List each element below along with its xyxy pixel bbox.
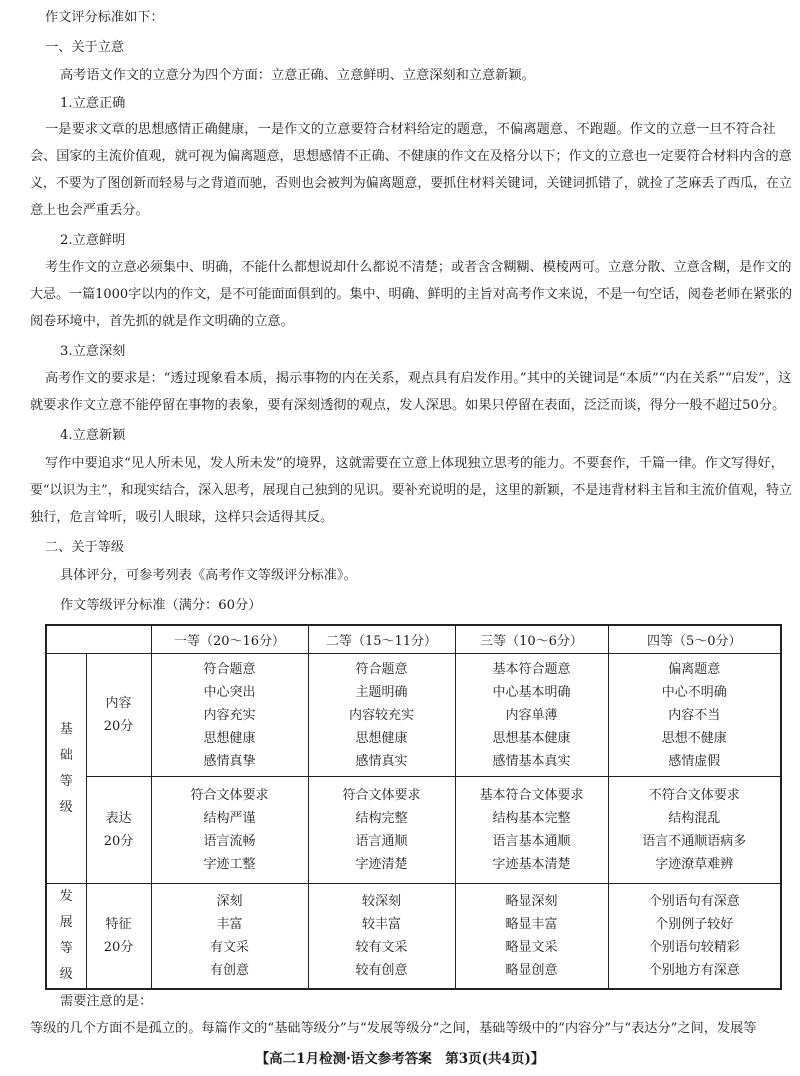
sub-label-cell bbox=[86, 654, 151, 777]
sub-name: 表达 bbox=[105, 811, 132, 826]
criterion: 较丰富 bbox=[361, 917, 401, 932]
criterion: 内容较充实 bbox=[348, 707, 414, 723]
criteria-cell bbox=[308, 654, 455, 777]
group-label-text: 发展等级 bbox=[59, 889, 73, 982]
criterion: 结构基本完整 bbox=[492, 811, 571, 826]
criterion: 有文采 bbox=[209, 940, 249, 955]
criteria-cell bbox=[151, 654, 308, 777]
paragraph-line: 要“以识为主”，和现实结合，深入思考，展现自己独到的见识。要补充说明的是，这里的新颖，不是违背材料主旨和主流价值观，特立 bbox=[30, 483, 793, 498]
criterion: 感情真挚 bbox=[203, 753, 256, 769]
criterion: 内容单薄 bbox=[505, 707, 558, 723]
sub-points: 20分 bbox=[103, 719, 134, 734]
criterion: 中心基本明确 bbox=[492, 684, 571, 700]
criterion: 略显创意 bbox=[505, 963, 558, 978]
criteria-cell bbox=[608, 777, 781, 884]
group-label-text: 基础等级 bbox=[59, 721, 73, 815]
grade-header: 四等（5～0分） bbox=[608, 625, 781, 654]
table-row bbox=[46, 777, 781, 884]
criterion: 深刻 bbox=[216, 894, 243, 909]
criterion: 基本符合题意 bbox=[492, 661, 571, 677]
criteria-cell bbox=[308, 884, 455, 990]
paragraph-line: 考生作文的立意必须集中、明确，不能什么都想说却什么都说不清楚；或者含含糊糊、模棱两可。立意分散、立意含糊，是作文的 bbox=[45, 260, 792, 275]
item4-title: 4.立意新颖 bbox=[60, 428, 126, 443]
criterion: 字迹清楚 bbox=[355, 857, 408, 872]
paragraph-line: 就要求作文立意不能停留在事物的表象，要有深刻透彻的观点，发人深思。如果只停留在表面，泛泛而谈，得分一般不超过50分。 bbox=[30, 398, 786, 413]
paragraph-line: 独行，危言耸听，吸引人眼球，这样只会适得其反。 bbox=[30, 510, 334, 525]
criterion: 思想基本健康 bbox=[492, 730, 571, 746]
sub-points: 20分 bbox=[103, 834, 134, 849]
table-row bbox=[46, 884, 781, 990]
criterion: 略显文采 bbox=[505, 940, 558, 955]
header-corner-cell bbox=[46, 625, 151, 654]
sub-name: 内容 bbox=[105, 696, 132, 711]
criterion: 偏离题意 bbox=[668, 661, 721, 677]
criterion: 内容充实 bbox=[203, 707, 256, 723]
criterion: 略显深刻 bbox=[505, 894, 558, 909]
criterion: 语言通顺 bbox=[355, 834, 408, 849]
criterion: 符合题意 bbox=[203, 661, 256, 677]
group-label-development bbox=[46, 884, 86, 990]
paragraph-line: 高考作文的要求是：“透过现象看本质，揭示事物的内在关系，观点具有启发作用。”其中的关键词是“本质”“内在关系”“启发”，这 bbox=[45, 371, 792, 386]
criterion: 思想健康 bbox=[355, 730, 408, 746]
grade-header: 一等（20～16分） bbox=[151, 625, 308, 654]
notes-line: 等级的几个方面不是孤立的。每篇作文的“基础等级分”与“发展等级分”之间，基础等级中的“内容分”与“表达分”之间，发展等 bbox=[30, 1021, 757, 1036]
sub-name: 特征 bbox=[105, 917, 132, 932]
paragraph-line: 大忌。一篇1000字以内的作文，是不可能面面俱到的。集中、明确、鲜明的主旨对高考作文来说，不是一句空话，阅卷老师在紧张的 bbox=[30, 287, 793, 302]
criterion: 符合题意 bbox=[355, 661, 408, 677]
table-row bbox=[46, 654, 781, 777]
paragraph-line: 会、国家的主流价值观，就可视为偏离题意，思想感情不正确、不健康的作文在及格分以下；作文的立意也一定要符合材料内含的意 bbox=[30, 149, 792, 164]
group-label-basic bbox=[46, 654, 86, 884]
criterion: 语言不通顺语病多 bbox=[642, 834, 747, 849]
criterion: 符合文体要求 bbox=[342, 788, 421, 803]
criterion: 语言基本通顺 bbox=[492, 834, 571, 849]
criterion: 丰富 bbox=[216, 917, 243, 932]
grading-table bbox=[45, 624, 782, 990]
criterion: 思想不健康 bbox=[661, 730, 727, 746]
criterion: 略显丰富 bbox=[505, 917, 558, 932]
paragraph-line: 阅卷环境中，首先抓的就是作文明确的立意。 bbox=[30, 314, 294, 329]
criterion: 字迹基本清楚 bbox=[492, 857, 571, 872]
paragraph-line: 意上也会严重丢分。 bbox=[30, 203, 149, 218]
item1-title: 1.立意正确 bbox=[60, 96, 126, 111]
criteria-cell bbox=[455, 654, 608, 777]
criterion: 思想健康 bbox=[203, 730, 256, 746]
criterion: 语言流畅 bbox=[203, 834, 256, 849]
sub-points: 20分 bbox=[103, 940, 134, 955]
criterion: 感情虚假 bbox=[668, 753, 721, 769]
sub-label-cell bbox=[86, 884, 151, 990]
criteria-cell bbox=[308, 777, 455, 884]
criterion: 较深刻 bbox=[361, 894, 401, 909]
page-footer: 【高二1月检测·语文参考答案 第3页(共4页)】 bbox=[255, 1051, 545, 1067]
criterion: 中心突出 bbox=[203, 684, 256, 700]
criterion: 感情基本真实 bbox=[492, 753, 571, 769]
notes-heading: 需要注意的是： bbox=[60, 994, 153, 1009]
criteria-cell bbox=[608, 884, 781, 990]
item2-title: 2.立意鲜明 bbox=[60, 233, 126, 248]
criteria-cell bbox=[151, 884, 308, 990]
criterion: 结构混乱 bbox=[668, 811, 721, 826]
item3-title: 3.立意深刻 bbox=[60, 344, 126, 359]
grade-header: 二等（15～11分） bbox=[308, 625, 455, 654]
criterion: 较有文采 bbox=[355, 940, 408, 955]
section2-summary: 具体评分，可参考列表《高考作文等级评分标准》。 bbox=[60, 568, 357, 583]
criterion: 较有创意 bbox=[355, 963, 408, 978]
criteria-cell bbox=[455, 884, 608, 990]
criteria-cell bbox=[151, 777, 308, 884]
sub-label-cell bbox=[86, 777, 151, 884]
criterion: 字迹潦草难辨 bbox=[655, 857, 734, 872]
paragraph-line: 义，不要为了图创新而轻易与之背道而驰，否则也会被判为偏离题意，要抓住材料关键词，关键词抓错了，就捡了芝麻丢了西瓜，在立 bbox=[30, 176, 792, 191]
criterion: 中心不明确 bbox=[661, 684, 727, 700]
section1-summary: 高考语文作文的立意分为四个方面：立意正确、立意鲜明、立意深刻和立意新颖。 bbox=[60, 68, 535, 83]
criterion: 结构完整 bbox=[355, 811, 408, 826]
section2-heading: 二、关于等级 bbox=[45, 540, 125, 555]
criterion: 个别地方有深意 bbox=[648, 963, 740, 978]
criterion: 符合文体要求 bbox=[190, 788, 269, 803]
paragraph-line: 一是要求文章的思想感情正确健康，一是作文的立意要符合材料给定的题意，不偏离题意、不跑题。作文的立意一旦不符合社 bbox=[45, 122, 776, 137]
criterion: 个别语句有深意 bbox=[648, 894, 740, 909]
criterion: 个别语句较精彩 bbox=[648, 940, 740, 955]
criterion: 不符合文体要求 bbox=[648, 788, 740, 803]
table-caption: 作文等级评分标准（满分：60分） bbox=[60, 598, 262, 613]
criterion: 结构严谨 bbox=[203, 811, 256, 826]
grade-header: 三等（10～6分） bbox=[455, 625, 608, 654]
table-header-row bbox=[46, 625, 781, 654]
criterion: 内容不当 bbox=[668, 707, 721, 723]
criterion: 基本符合文体要求 bbox=[479, 788, 584, 803]
criterion: 主题明确 bbox=[355, 684, 408, 700]
criterion: 个别例子较好 bbox=[655, 917, 734, 932]
paragraph-line: 写作中要追求“见人所未见，发人所未发”的境界，这就需要在立意上体现独立思考的能力。不要套作，千篇一律。作文写得好， bbox=[45, 456, 784, 471]
section1-heading: 一、关于立意 bbox=[45, 40, 125, 55]
criteria-cell bbox=[608, 654, 781, 777]
criterion: 字迹工整 bbox=[203, 857, 256, 872]
criterion: 有创意 bbox=[209, 963, 249, 978]
criterion: 感情真实 bbox=[355, 753, 408, 769]
criteria-cell bbox=[455, 777, 608, 884]
intro-text: 作文评分标准如下： bbox=[45, 10, 164, 25]
